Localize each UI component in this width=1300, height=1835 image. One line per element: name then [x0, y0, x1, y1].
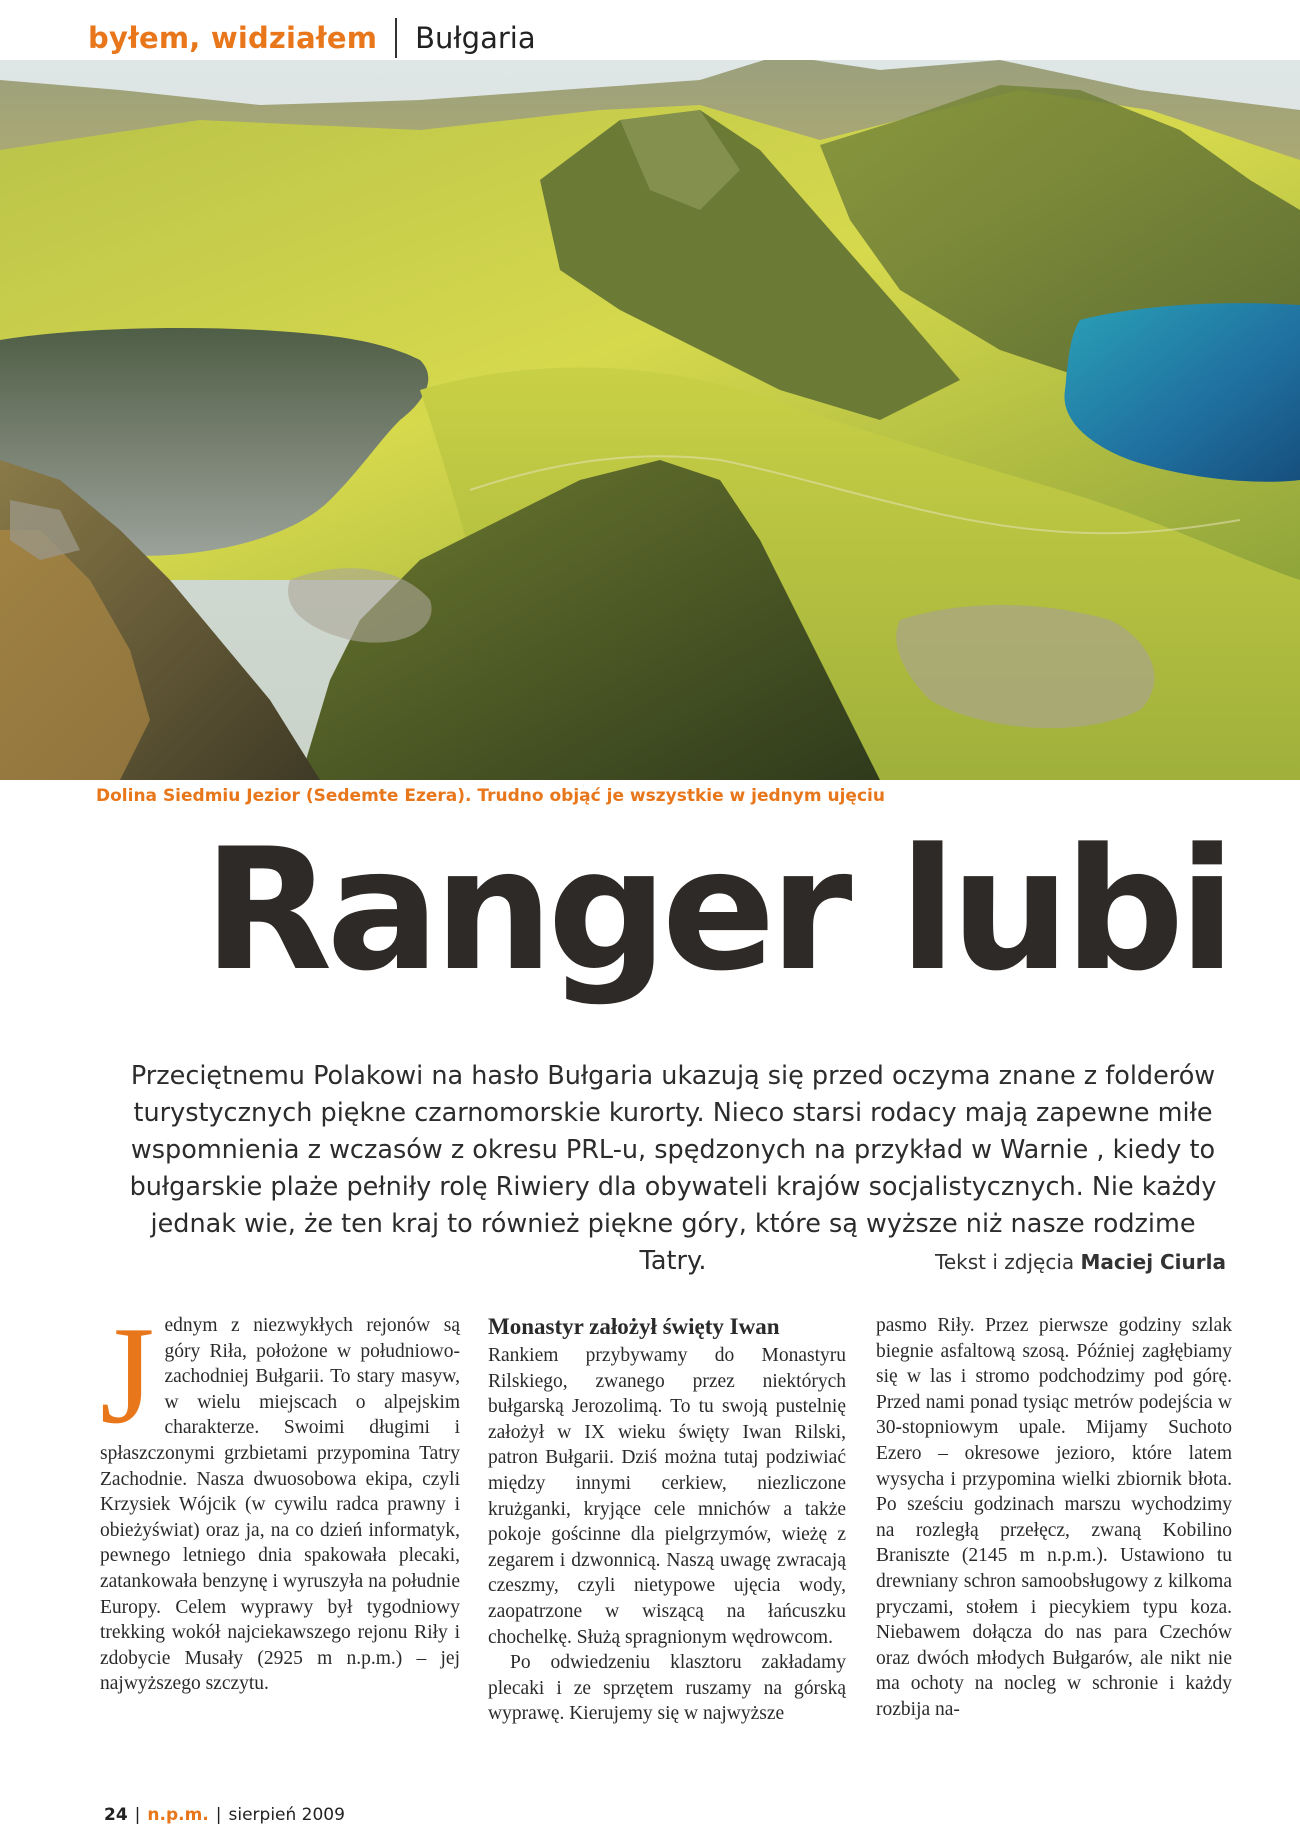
body-paragraph: ednym z niezwykłych rejonów są góry Riła, położone w południowo-zachodniej Bułgarii. To stary masyw, w wielu miejscach o alpejskim charakterze. Swoimi długimi i spłaszczonymi grzbietami przypomina Tatry Zachodnie. Nasza dwuosobowa ekipa, czyli Krzysiek Wójcik (w cywilu radca prawny i obieżyświat) oraz ja, na co dzień informatyk, pewnego letniego dnia spakowała plecaki, zatankowała benzynę i wyruszyła na południe Europy. Celem wyprawy był tygodniowy trekking wokół najciekawszego rejonu Riły i zdobycie Musały (2925 m n.p.m.) – jej najwyższego szczytu.: [100, 1315, 460, 1695]
section-country: Bułgaria: [415, 21, 536, 55]
photo-caption: Dolina Siedmiu Jezior (Sedemte Ezera). Trudno objąć je wszystkie w jednym ujęciu: [96, 786, 885, 806]
footer-separator: |: [215, 1805, 222, 1825]
author-name: Maciej Ciurla: [1080, 1250, 1226, 1274]
magazine-name: n.p.m.: [147, 1805, 209, 1825]
page-number: 24: [104, 1805, 128, 1825]
section-subheading: Monastyr założył święty Iwan: [488, 1314, 780, 1339]
body-paragraph: Po odwiedzeniu klasztoru zakładamy plecaki i ze sprzętem ruszamy na górską wyprawę. Kierujemy się w najwyższe: [488, 1652, 846, 1725]
body-paragraph: pasmo Riły. Przez pierwsze godziny szlak biegnie asfaltową szosą. Później zagłębiamy się w las i stromo podchodzimy pod górę. Przed nami ponad tysiąc metrów podejścia w 30-stopniowym upale. Mijamy Suchoto Ezero – okresowe jezioro, które latem wysycha i przypomina wielki zbiornik błota. Po sześciu godzinach marszu wychodzimy na rozległą przełęcz, zwaną Kobilino Braniszte (2145 m n.p.m.). Ustawiono tu drewniany schron samoobsługowy z kilkoma pryczami, stołem i piecykiem typu koza. Niebawem dołącza do nas para Czechów oraz dwóch młodych Bułgarów, ale nikt nie ma ochoty na nocleg w schronie i każdy rozbija na-: [876, 1315, 1232, 1720]
byline: [935, 1250, 1226, 1274]
page-footer: [104, 1805, 345, 1825]
section-label: byłem, widziałem: [88, 21, 378, 55]
body-column-3: [876, 1313, 1232, 1723]
body-column-1: [100, 1298, 460, 1697]
issue-date: sierpień 2009: [228, 1805, 345, 1825]
footer-separator: |: [134, 1805, 141, 1825]
body-paragraph: Rankiem przybywamy do Monastyru Rilskiego, zwanego przez niektórych bułgarską Jerozolimą. To tu swoją pustelnię założył w IX wieku święty Iwan Rilski, patron Bułgarii. Dziś można tutaj podziwiać między innymi cerkiew, niezliczone krużganki, kryjące cele mnichów a także pokoje gościnne dla pielgrzymów, wieżę z zegarem i dzwonnicą. Naszą uwagę zwracają czeszmy, czyli nietypowe ujęcia wody, zaopatrzone w wiszącą na łańcuszku chochelkę. Służą spragnionym wędrowcom.: [488, 1345, 846, 1648]
section-header: [88, 18, 536, 58]
hero-photo: [0, 60, 1300, 780]
mountain-lakes-illustration: [0, 60, 1300, 780]
section-divider: [395, 18, 397, 58]
byline-prefix: Tekst i zdjęcia: [935, 1250, 1075, 1274]
article-title: Ranger lubi: [203, 812, 1230, 1008]
body-column-2: [488, 1313, 846, 1727]
drop-cap: J: [100, 1298, 155, 1453]
article-lead: Przeciętnemu Polakowi na hasło Bułgaria ukazują się przed oczyma znane z folderów turystycznych piękne czarnomorskie kurorty. Nieco starsi rodacy mają zapewne miłe wspomnienia z wczasów z okresu PRL-u, spędzonych na przykład w Warnie , kiedy to bułgarskie plaże pełniły rolę Riwiery dla obywateli krajów socjalistycznych. Nie każdy jednak wie, że ten kraj to również piękne góry, które są wyższe niż nasze rodzime Tatry.: [129, 1061, 1217, 1276]
